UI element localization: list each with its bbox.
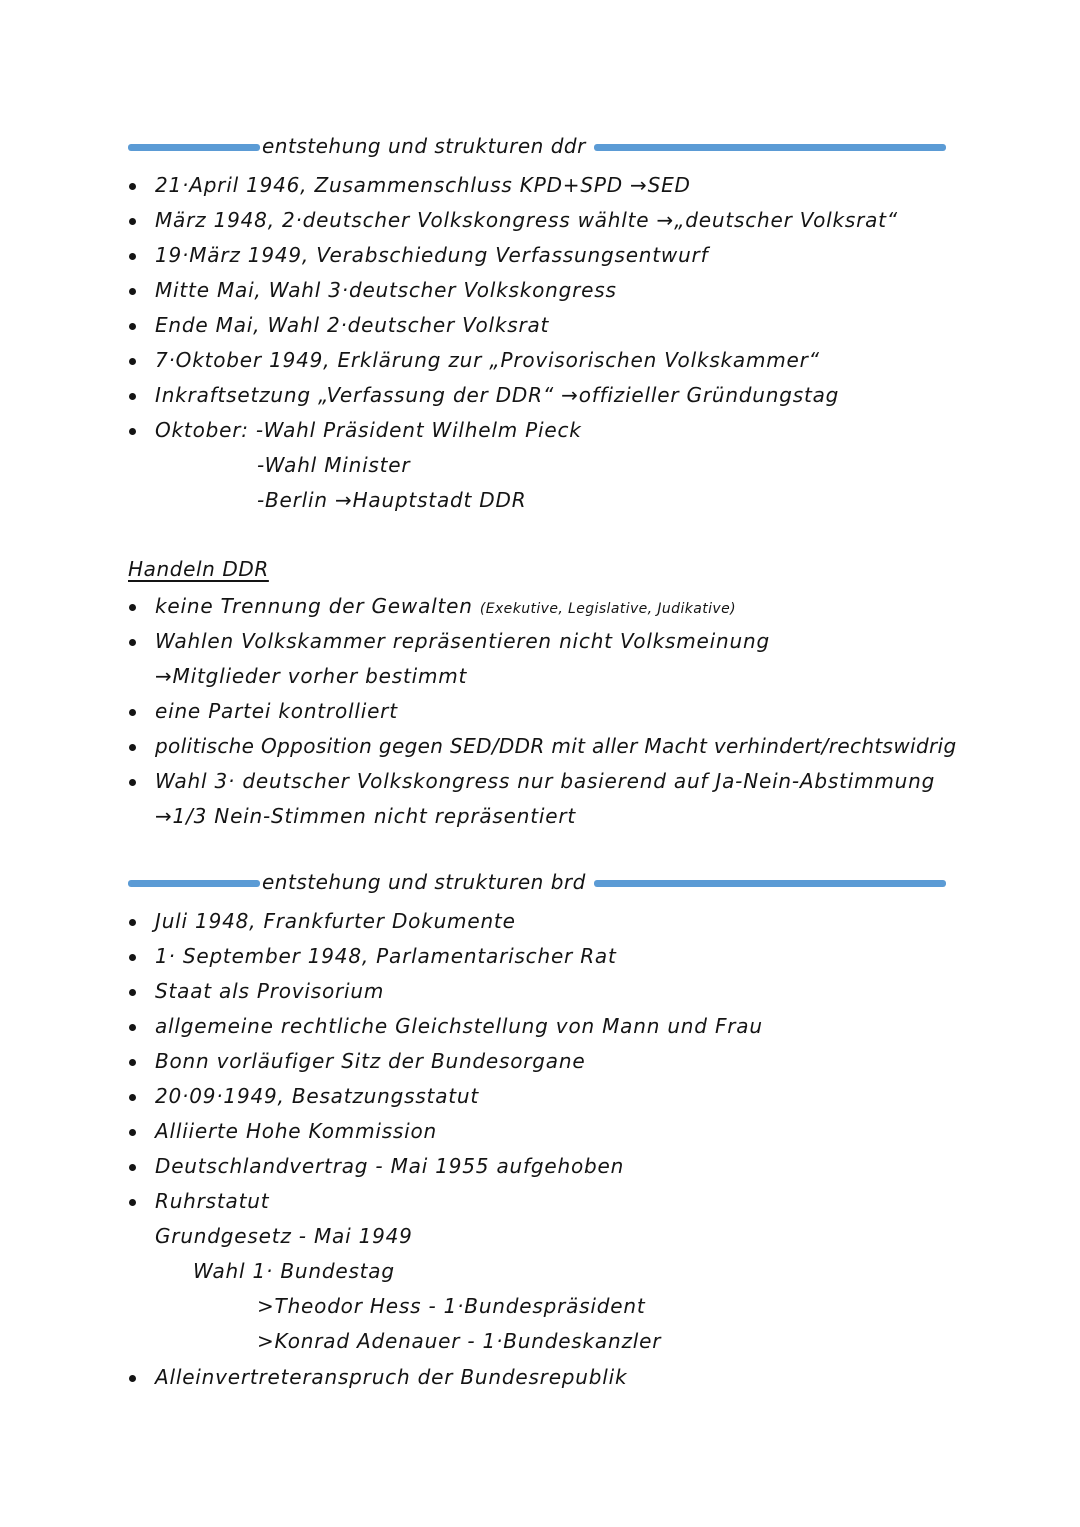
section-brd-heading: entstehung und strukturen brd — [262, 870, 586, 894]
list-item: Ende Mai, Wahl 2·deutscher Volksrat — [155, 313, 550, 337]
section-ddr-heading-row — [128, 134, 946, 168]
list-item: Mitte Mai, Wahl 3·deutscher Volkskongress — [155, 278, 617, 302]
list-subitem: -Wahl Minister — [257, 453, 411, 477]
list-item: Wahl 3· deutscher Volkskongress nur basierend auf Ja-Nein-Abstimmung — [155, 769, 936, 793]
list-item: eine Partei kontrolliert — [155, 699, 398, 723]
list-item: Ruhrstatut — [155, 1189, 270, 1213]
list-item: politische Opposition gegen SED/DDR mit aller Macht verhindert/rechtswidrig — [155, 734, 957, 758]
bullet — [129, 1375, 136, 1382]
bullet — [129, 1164, 136, 1171]
section-brd-heading-row — [128, 870, 946, 904]
list-item: Bonn vorläufiger Sitz der Bundesorgane — [155, 1049, 586, 1073]
bullet — [129, 393, 136, 400]
section-handeln-heading: Handeln DDR — [128, 557, 269, 581]
list-item: 21·April 1946, Zusammenschluss KPD+SPD →SED — [155, 173, 691, 197]
list-subitem: >Konrad Adenauer - 1·Bundeskanzler — [257, 1329, 662, 1353]
bullet — [129, 779, 136, 786]
list-subitem: Grundgesetz - Mai 1949 — [155, 1224, 413, 1248]
list-item: März 1948, 2·deutscher Volkskongress wählte →„deutscher Volksrat“ — [155, 208, 898, 232]
list-subitem: -Berlin →Hauptstadt DDR — [257, 488, 527, 512]
bullet — [129, 989, 136, 996]
bullet — [129, 428, 136, 435]
list-item: Alleinvertreteranspruch der Bundesrepublik — [155, 1365, 628, 1389]
list-item: Oktober: -Wahl Präsident Wilhelm Pieck — [155, 418, 582, 442]
list-item — [155, 593, 736, 622]
bullet — [129, 954, 136, 961]
list-item: Juli 1948, Frankfurter Dokumente — [155, 909, 516, 933]
list-subitem: Wahl 1· Bundestag — [193, 1259, 395, 1283]
bullet — [129, 288, 136, 295]
list-item-continuation: →Mitglieder vorher bestimmt — [155, 664, 468, 688]
heading-rule-right — [594, 880, 946, 887]
bullet — [129, 323, 136, 330]
heading-rule-right — [594, 144, 946, 151]
bullet — [129, 358, 136, 365]
bullet — [129, 744, 136, 751]
bullet — [129, 709, 136, 716]
list-item: Alliierte Hohe Kommission — [155, 1119, 438, 1143]
heading-rule-left — [128, 880, 260, 887]
list-item: Staat als Provisorium — [155, 979, 385, 1003]
list-item-note: (Exekutive, Legislative, Judikative) — [479, 601, 736, 617]
bullet — [129, 1129, 136, 1136]
list-item: 19·März 1949, Verabschiedung Verfassungsentwurf — [155, 243, 709, 267]
list-item-continuation: →1/3 Nein-Stimmen nicht repräsentiert — [155, 804, 576, 828]
list-item: 20·09·1949, Besatzungsstatut — [155, 1084, 480, 1108]
list-item: 1· September 1948, Parlamentarischer Rat — [155, 944, 617, 968]
bullet — [129, 1199, 136, 1206]
bullet — [129, 604, 136, 611]
bullet — [129, 1059, 136, 1066]
list-item: Wahlen Volkskammer repräsentieren nicht Volksmeinung — [155, 629, 770, 653]
section-ddr-heading: entstehung und strukturen ddr — [262, 134, 586, 158]
bullet — [129, 1094, 136, 1101]
list-item-text: keine Trennung der Gewalten — [155, 594, 473, 618]
bullet — [129, 919, 136, 926]
heading-rule-left — [128, 144, 260, 151]
list-item: Inkraftsetzung „Verfassung der DDR“ →offizieller Gründungstag — [155, 383, 840, 407]
bullet — [129, 253, 136, 260]
list-subitem: >Theodor Hess - 1·Bundespräsident — [257, 1294, 646, 1318]
list-item: allgemeine rechtliche Gleichstellung von Mann und Frau — [155, 1014, 763, 1038]
bullet — [129, 639, 136, 646]
list-item: 7·Oktober 1949, Erklärung zur „Provisorischen Volkskammer“ — [155, 348, 820, 372]
list-item: Deutschlandvertrag - Mai 1955 aufgehoben — [155, 1154, 625, 1178]
bullet — [129, 183, 136, 190]
bullet — [129, 1024, 136, 1031]
bullet — [129, 218, 136, 225]
